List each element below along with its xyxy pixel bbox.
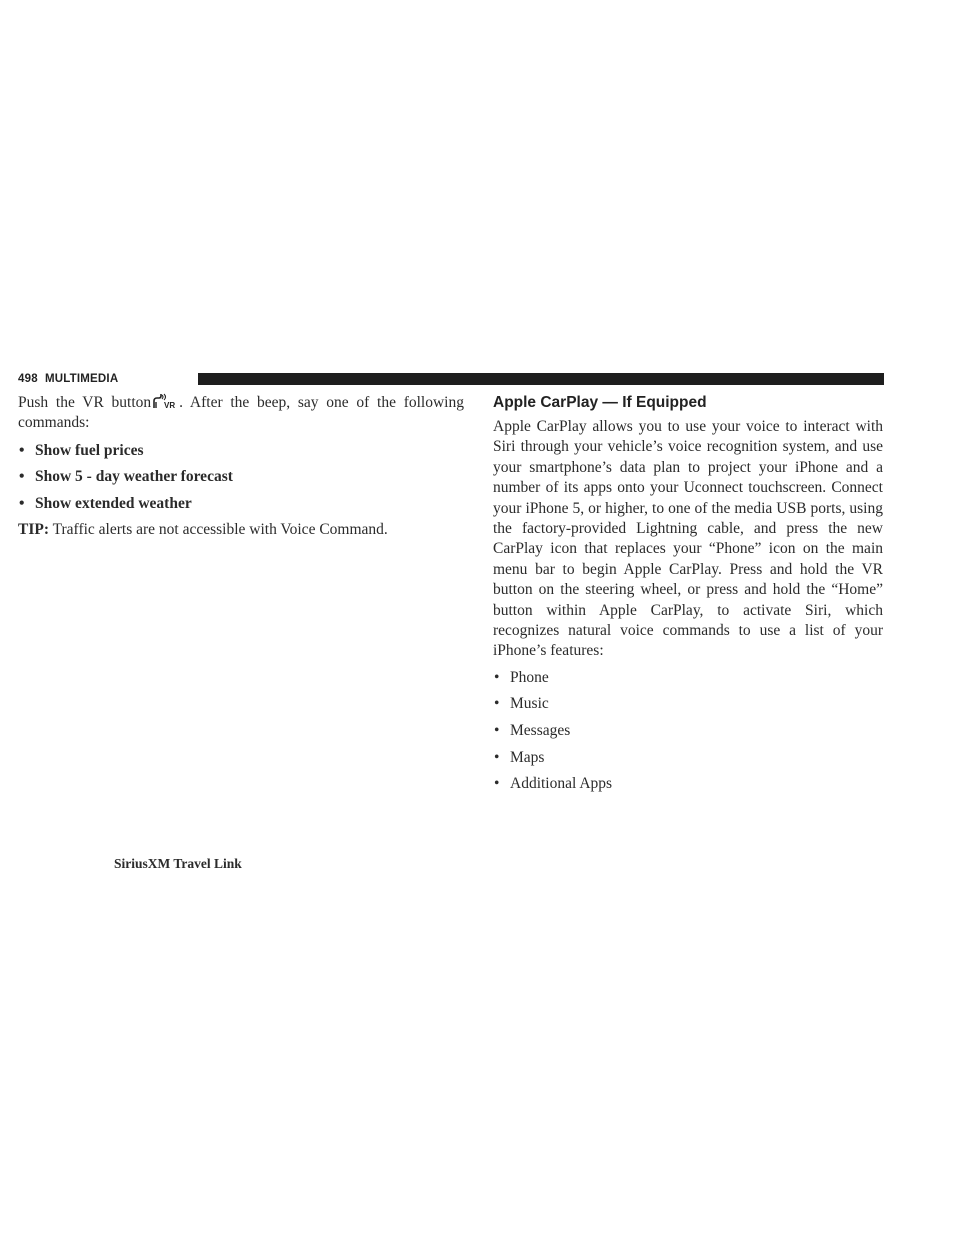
- list-item: • Maps: [493, 748, 883, 768]
- list-item: • Additional Apps: [493, 774, 883, 794]
- feature-list: [493, 668, 883, 794]
- carplay-description: Apple CarPlay allows you to use your voice to interact with Siri through your vehicle’s voice recognition system, and use your smartphone’s data plan to project your iPhone and a number of its apps onto your Uconnect touchscreen. Connect your iPhone 5, or higher, to one of the media USB ports, using the factory-provided Lightning cable, and press the new CarPlay icon that replaces your “Phone” icon on the main menu bar to begin Apple CarPlay. Press and hold the VR button on the steering wheel, or press and hold the “Home” button within Apple CarPlay, to activate Siri, which recognizes natural voice commands to use a list of your iPhone’s features:: [493, 418, 883, 660]
- page-number: 498: [18, 373, 38, 385]
- list-item: • Show fuel prices: [18, 441, 464, 461]
- list-item: • Phone: [493, 668, 883, 688]
- svg-text:VR: VR: [164, 401, 176, 409]
- vr-instruction-start: Push the VR button: [18, 394, 152, 411]
- list-item: • Show 5 - day weather forecast: [18, 467, 464, 487]
- left-column: [18, 393, 464, 540]
- page-header: [18, 372, 884, 386]
- figure-caption: SiriusXM Travel Link: [114, 856, 242, 871]
- tip-label: TIP:: [18, 521, 49, 538]
- header-rule: [198, 373, 884, 385]
- tip-text: Traffic alerts are not accessible with Voice Command.: [49, 521, 388, 538]
- section-heading: Apple CarPlay — If Equipped: [493, 394, 707, 411]
- right-column: [493, 393, 883, 794]
- list-item: • Show extended weather: [18, 494, 464, 514]
- vr-instruction: [18, 393, 464, 434]
- list-item: • Music: [493, 694, 883, 714]
- voice-command-list: [18, 441, 464, 514]
- list-item: • Messages: [493, 721, 883, 741]
- tip-paragraph: [18, 520, 464, 540]
- section-title: MULTIMEDIA: [45, 373, 119, 385]
- voice-recognition-icon: [152, 393, 178, 409]
- vr-instruction-end: . After the beep, say one of the following commands:: [18, 394, 464, 432]
